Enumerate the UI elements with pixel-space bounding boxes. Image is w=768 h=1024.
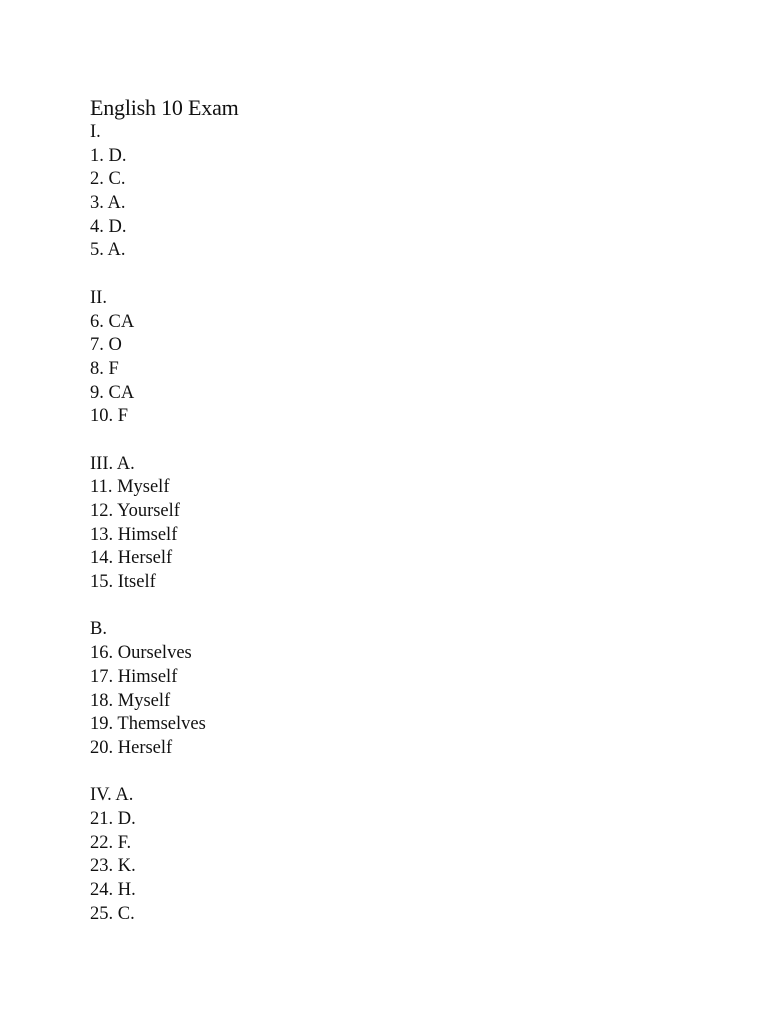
answer-line: 6. CA <box>90 311 135 332</box>
section-heading: II. <box>90 287 107 308</box>
answer-line: 23. K. <box>90 856 136 877</box>
section-heading: I. <box>90 122 101 142</box>
answer-line: 13. Himself <box>90 524 178 545</box>
document-page <box>90 94 690 926</box>
answer-line: 7. O <box>90 335 122 356</box>
answer-line: 19. Themselves <box>90 714 206 735</box>
section-heading: III. A. <box>90 453 135 474</box>
answer-line: 17. Himself <box>90 666 178 687</box>
answer-line: 10. F <box>90 406 129 427</box>
answer-line: 5. A. <box>90 240 126 261</box>
answer-line: 4. D. <box>90 216 127 237</box>
answer-line: 12. Yourself <box>90 501 180 521</box>
section-heading: IV. A. <box>90 785 134 806</box>
answer-line: 2. C. <box>90 169 126 190</box>
answer-line: 3. A. <box>90 193 126 214</box>
answer-line: 8. F <box>90 358 119 379</box>
answer-line: 9. CA <box>90 382 135 403</box>
answer-line: 1. D. <box>90 145 127 166</box>
section-3 <box>90 453 690 595</box>
document-title: English 10 Exam <box>90 95 239 120</box>
section-4 <box>90 618 690 760</box>
section-5 <box>90 784 690 926</box>
answer-line: 21. D. <box>90 808 136 829</box>
answer-line: 16. Ourselves <box>90 643 192 664</box>
section-1 <box>90 121 690 263</box>
section-2 <box>90 287 690 429</box>
answer-line: 22. F. <box>90 832 132 853</box>
answer-line: 25. C. <box>90 903 135 924</box>
answer-line: 18. Myself <box>90 690 171 711</box>
answer-line: 15. Itself <box>90 572 156 593</box>
section-heading: B. <box>90 619 107 640</box>
answer-line: 20. Herself <box>90 737 173 758</box>
answer-line: 14. Herself <box>90 548 173 569</box>
answer-line: 24. H. <box>90 880 136 900</box>
answer-line: 11. Myself <box>90 477 170 498</box>
